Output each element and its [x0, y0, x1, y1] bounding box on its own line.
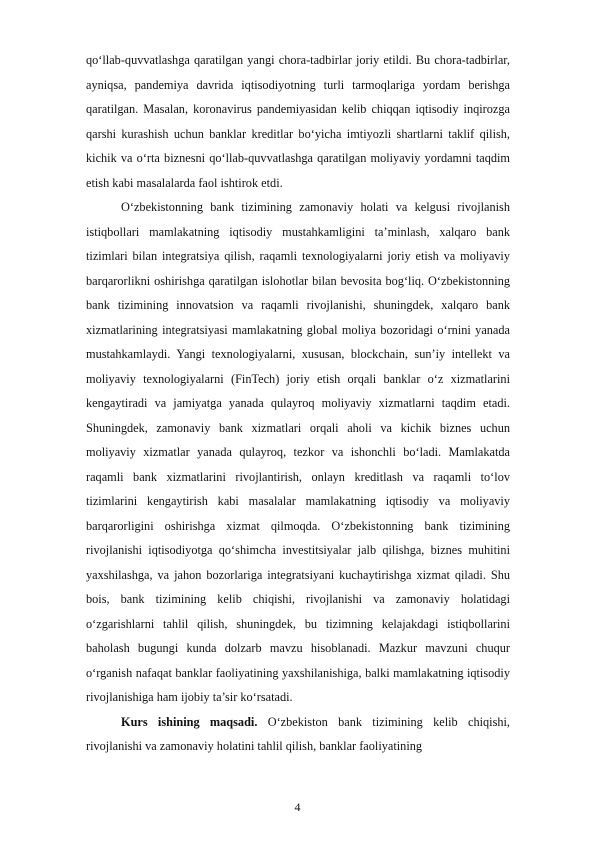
- paragraph-lead-heading: Kurs ishining maqsadi.: [121, 714, 258, 729]
- paragraph-text: O‘zbekiston bank tizimining kelib chiqishi, rivojlanishi va zamonaviy holatini tahlil qilish, banklar faoliyatining: [86, 714, 510, 753]
- paragraph-course-goal: [86, 710, 510, 759]
- paragraph-text: O‘zbekistonning bank tizimining zamonaviy holati va kelgusi rivojlanish istiqbollari mamlakatning iqtisodiy mustahkamligini ta’minlash, xalqaro bank tizimlari bilan integratsiya qilish, raqamli texnologiyalarni joriy etish va moliyaviy barqarorlikni oshirishga qaratilgan islohotlar bilan bevosita bog‘liq. O‘zbekistonning bank tizimining innovatsion va raqamli rivojlanishi, shuningdek, xalqaro bank xizmatlarining integratsiyasi mamlakatning global moliya bozoridagi o‘rnini yanada mustahkamlaydi. Yangi texnologiyalarni, xususan, blockchain, sun’iy intellekt va moliyaviy texnologiyalarni (FinTech) joriy etish orqali banklar o‘z xizmatlarini kengaytiradi va jamiyatga yanada qulayroq moliyaviy xizmatlarni taqdim etadi. Shuningdek, zamonaviy bank xizmatlari orqali aholi va kichik biznes uchun moliyaviy xizmatlar yanada qulayroq, tezkor va ishonchli bo‘ladi. Mamlakatda raqamli bank xizmatlarini rivojlantirish, onlayn kreditlash va raqamli to‘lov tizimlarini kengaytirish kabi masalalar mamlakatning iqtisodiy va moliyaviy barqarorligini oshirishga xizmat qilmoqda. O‘zbekistonning bank tizimining rivojlanishi iqtisodiyotga qo‘shimcha investitsiyalar jalb qilishga, biznes muhitini yaxshilashga, va jahon bozorlariga integratsiyani kuchaytirishga xizmat qiladi. Shu bois, bank tizimining kelib chiqishi, rivojlanishi va zamonaviy holatidagi o‘zgarishlarni tahlil qilish, shuningdek, bu tizimning kelajakdagi istiqbollarini baholash bugungi kunda dolzarb mavzu hisoblanadi. Mazkur mavzuni chuqur o‘rganish nafaqat banklar faoliyatining yaxshilanishiga, balki mamlakatning iqtisodiy rivojlanishiga ham ijobiy ta’sir ko‘rsatadi.: [86, 200, 510, 704]
- page-number: 4: [294, 800, 301, 814]
- paragraph-banking-system: [86, 195, 510, 710]
- body-text: [86, 48, 510, 759]
- paragraph-text: qo‘llab-quvvatlashga qaratilgan yangi chora-tadbirlar joriy etildi. Bu chora-tadbirlar, ayniqsa, pandemiya davrida iqtisodiyotning turli tarmoqlariga yordam berishga qaratilgan. Masalan, koronavirus pandemiyasidan kelib chiqqan iqtisodiy inqirozga qarshi kurashish uchun banklar kreditlar bo‘yicha imtiyozli shartlarni taklif qilish, kichik va o‘rta biznesni qo‘llab-quvvatlashga qaratilgan moliyaviy yordamni taqdim etish kabi masalalarda faol ishtirok etdi.: [86, 53, 510, 190]
- paragraph-continuation: [86, 48, 510, 195]
